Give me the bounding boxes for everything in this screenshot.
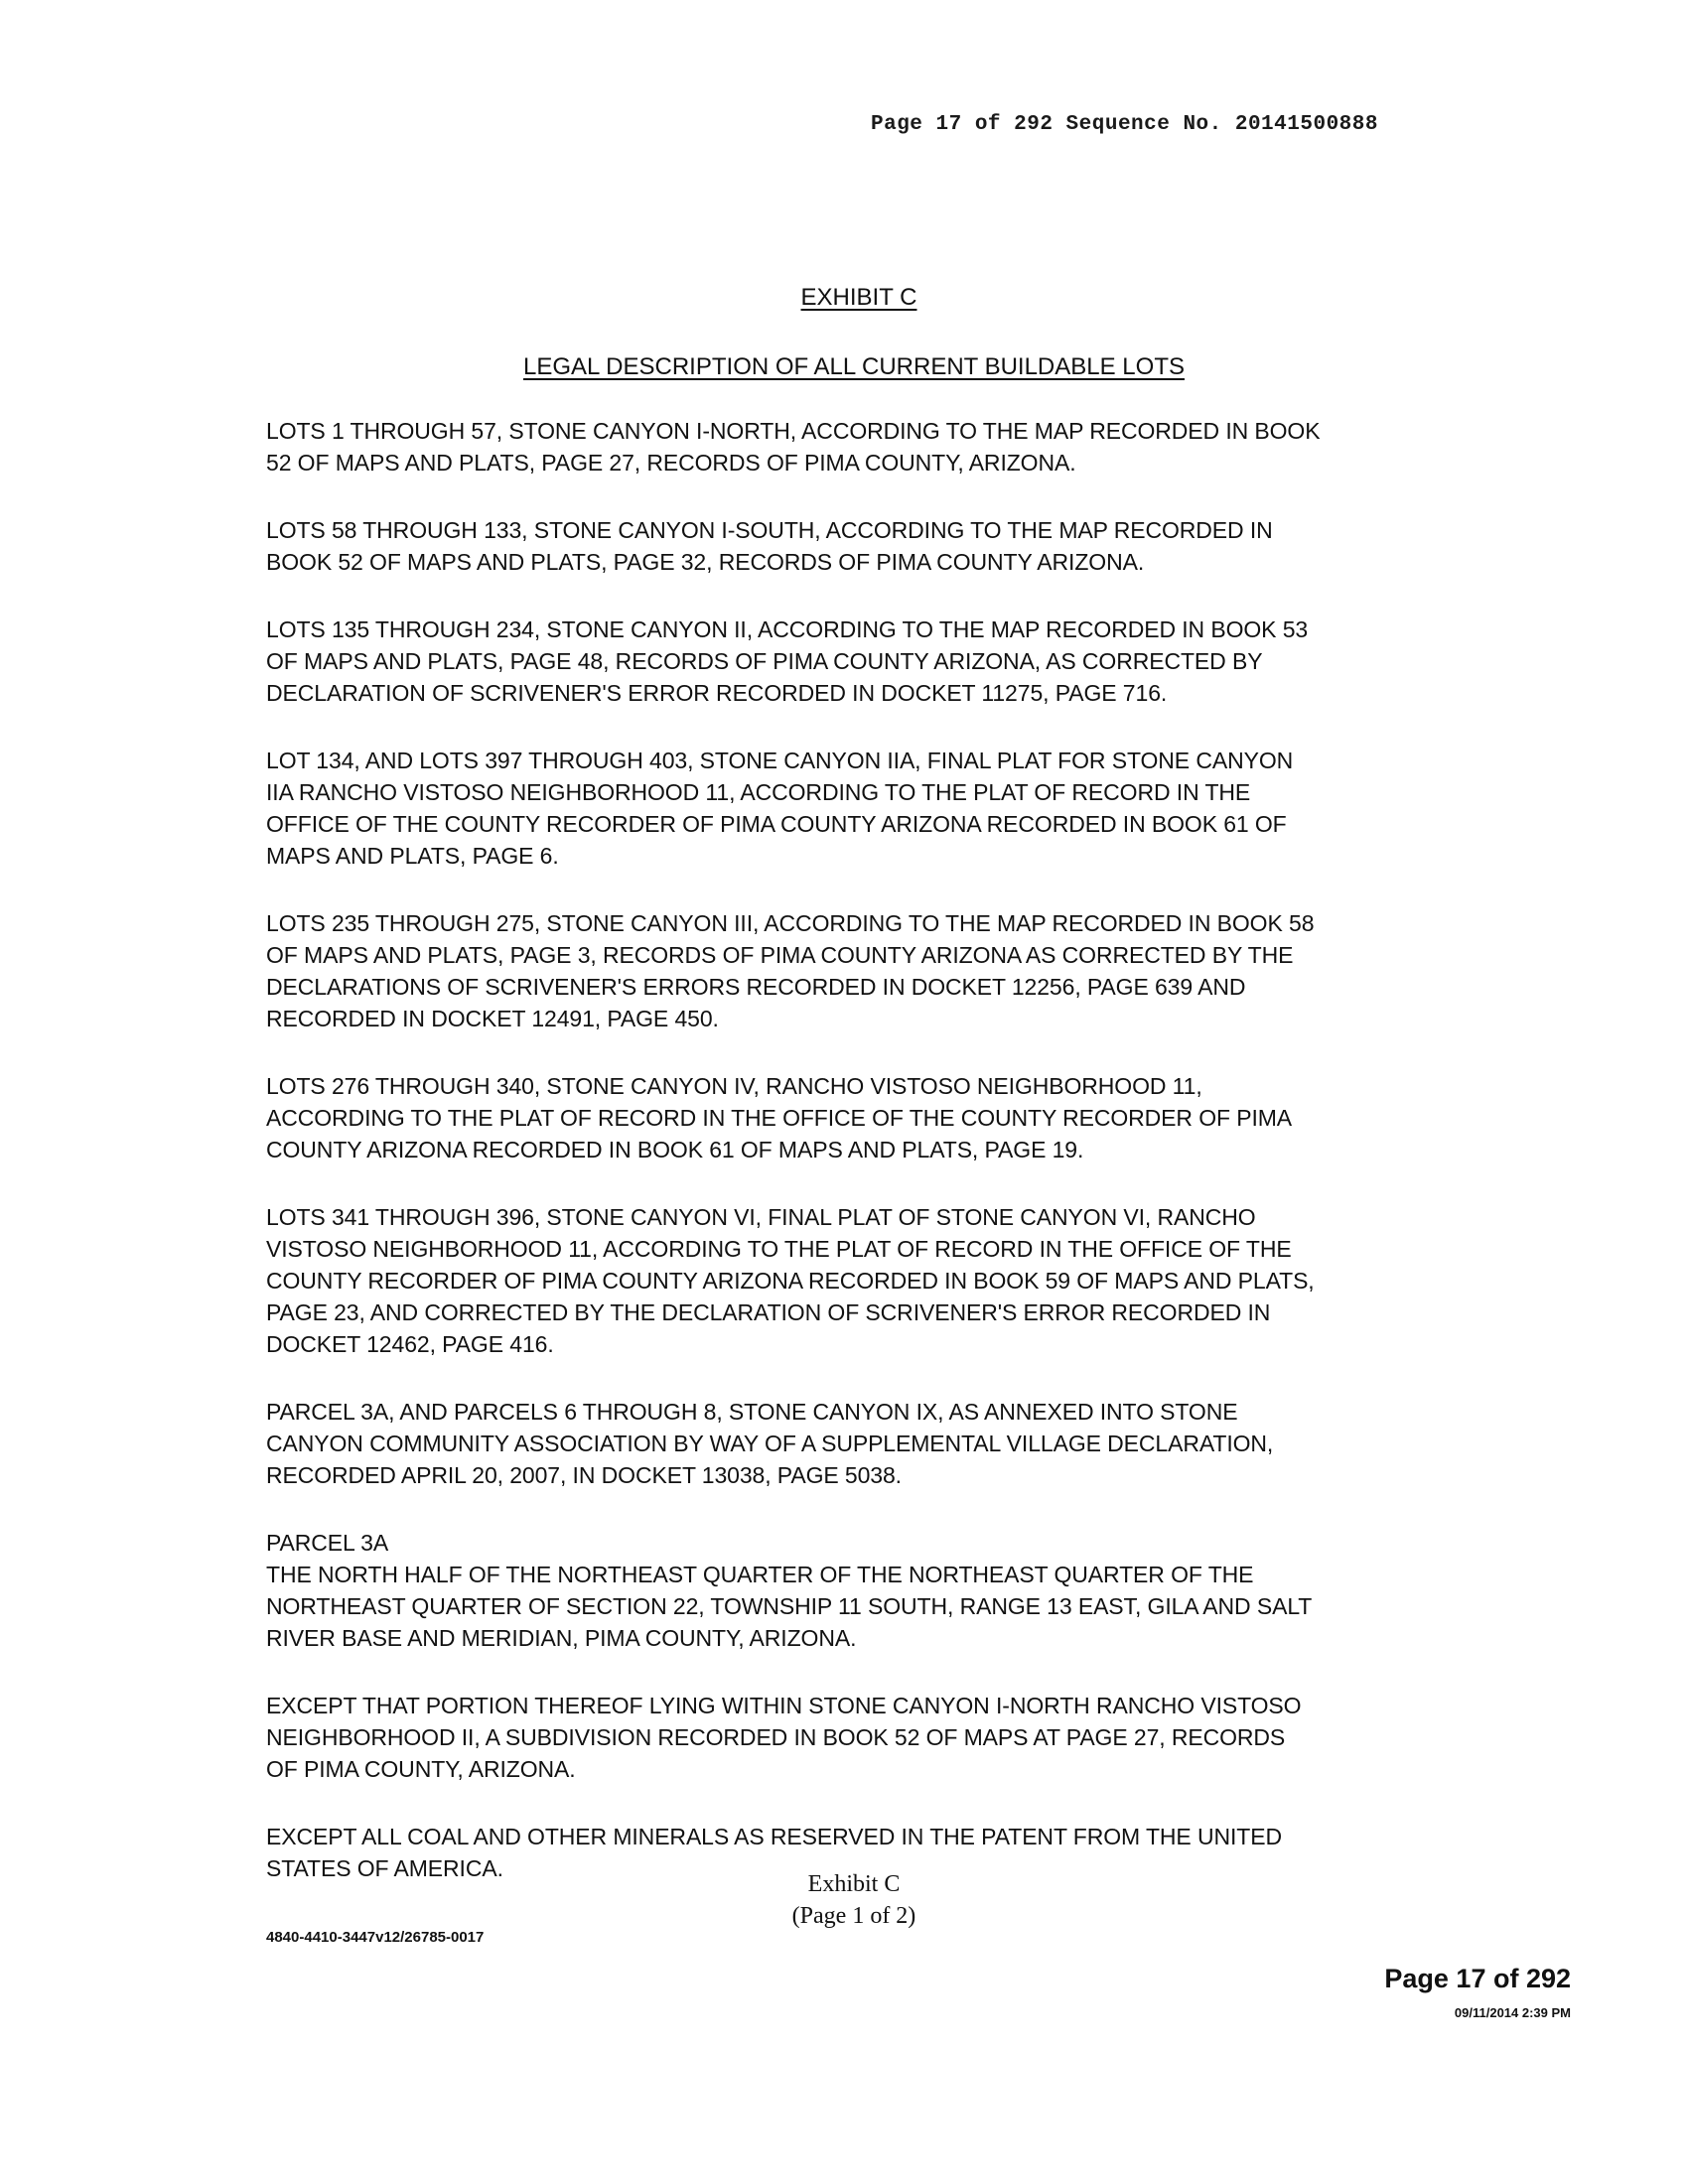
paragraph-line: EXCEPT THAT PORTION THEREOF LYING WITHIN STONE CANYON I-NORTH RANCHO VISTOSO <box>266 1693 1302 1718</box>
paragraph-line: DECLARATION OF SCRIVENER'S ERROR RECORDED IN DOCKET 11275, PAGE 716. <box>266 680 1168 706</box>
paragraph-line: STATES OF AMERICA. <box>266 1855 503 1881</box>
paragraph-line: OF MAPS AND PLATS, PAGE 48, RECORDS OF PIMA COUNTY ARIZONA, AS CORRECTED BY <box>266 648 1263 674</box>
paragraph-line: LOTS 235 THROUGH 275, STONE CANYON III, ACCORDING TO THE MAP RECORDED IN BOOK 58 <box>266 910 1315 936</box>
paragraph-line: OF PIMA COUNTY, ARIZONA. <box>266 1756 576 1782</box>
paragraph-line: LOTS 58 THROUGH 133, STONE CANYON I-SOUTH, ACCORDING TO THE MAP RECORDED IN <box>266 517 1273 543</box>
legal-paragraph <box>266 907 1418 1034</box>
paragraph-line: THE NORTH HALF OF THE NORTHEAST QUARTER OF THE NORTHEAST QUARTER OF THE <box>266 1562 1254 1587</box>
legal-paragraph <box>266 1527 1418 1654</box>
legal-description-body <box>266 415 1418 1920</box>
paragraph-line: IIA RANCHO VISTOSO NEIGHBORHOOD 11, ACCORDING TO THE PLAT OF RECORD IN THE <box>266 779 1251 805</box>
legal-paragraph <box>266 745 1418 872</box>
legal-paragraph <box>266 614 1418 709</box>
paragraph-line: LOTS 1 THROUGH 57, STONE CANYON I-NORTH, ACCORDING TO THE MAP RECORDED IN BOOK <box>266 418 1321 444</box>
paragraph-line: VISTOSO NEIGHBORHOOD 11, ACCORDING TO THE PLAT OF RECORD IN THE OFFICE OF THE <box>266 1236 1292 1262</box>
footer-exhibit-block <box>0 1868 1688 1932</box>
paragraph-line: CANYON COMMUNITY ASSOCIATION BY WAY OF A SUPPLEMENTAL VILLAGE DECLARATION, <box>266 1431 1274 1456</box>
footer-exhibit-page: (Page 1 of 2) <box>791 1903 916 1929</box>
paragraph-line: ACCORDING TO THE PLAT OF RECORD IN THE OFFICE OF THE COUNTY RECORDER OF PIMA <box>266 1105 1293 1131</box>
paragraph-line: RECORDED APRIL 20, 2007, IN DOCKET 13038, PAGE 5038. <box>266 1462 902 1488</box>
paragraph-line: DECLARATIONS OF SCRIVENER'S ERRORS RECORDED IN DOCKET 12256, PAGE 639 AND <box>266 974 1246 1000</box>
paragraph-line: RECORDED IN DOCKET 12491, PAGE 450. <box>266 1006 719 1031</box>
sequence-header: Page 17 of 292 Sequence No. 20141500888 <box>871 113 1378 136</box>
paragraph-line: COUNTY ARIZONA RECORDED IN BOOK 61 OF MAPS AND PLATS, PAGE 19. <box>266 1137 1084 1162</box>
paragraph-line: PARCEL 3A, AND PARCELS 6 THROUGH 8, STONE CANYON IX, AS ANNEXED INTO STONE <box>266 1399 1238 1425</box>
paragraph-line: MAPS AND PLATS, PAGE 6. <box>266 843 559 869</box>
exhibit-subtitle: LEGAL DESCRIPTION OF ALL CURRENT BUILDABLE LOTS <box>523 353 1185 380</box>
legal-paragraph <box>266 1070 1418 1165</box>
legal-paragraph <box>266 514 1418 578</box>
paragraph-line: PARCEL 3A <box>266 1530 389 1556</box>
footer-page-number: Page 17 of 292 <box>1384 1964 1571 1993</box>
paragraph-line: NORTHEAST QUARTER OF SECTION 22, TOWNSHIP 11 SOUTH, RANGE 13 EAST, GILA AND SALT <box>266 1593 1313 1619</box>
legal-paragraph <box>266 1690 1418 1785</box>
paragraph-line: LOTS 341 THROUGH 396, STONE CANYON VI, FINAL PLAT OF STONE CANYON VI, RANCHO <box>266 1204 1256 1230</box>
paragraph-line: RIVER BASE AND MERIDIAN, PIMA COUNTY, ARIZONA. <box>266 1625 857 1651</box>
legal-paragraph <box>266 415 1418 478</box>
footer-document-number: 4840-4410-3447v12/26785-0017 <box>266 1929 485 1946</box>
paragraph-line: LOT 134, AND LOTS 397 THROUGH 403, STONE CANYON IIA, FINAL PLAT FOR STONE CANYON <box>266 748 1294 773</box>
paragraph-line: BOOK 52 OF MAPS AND PLATS, PAGE 32, RECORDS OF PIMA COUNTY ARIZONA. <box>266 549 1145 575</box>
paragraph-line: 52 OF MAPS AND PLATS, PAGE 27, RECORDS OF PIMA COUNTY, ARIZONA. <box>266 450 1076 476</box>
paragraph-line: NEIGHBORHOOD II, A SUBDIVISION RECORDED IN BOOK 52 OF MAPS AT PAGE 27, RECORDS <box>266 1724 1286 1750</box>
paragraph-line: PAGE 23, AND CORRECTED BY THE DECLARATION OF SCRIVENER'S ERROR RECORDED IN <box>266 1299 1271 1325</box>
paragraph-line: OFFICE OF THE COUNTY RECORDER OF PIMA COUNTY ARIZONA RECORDED IN BOOK 61 OF <box>266 811 1287 837</box>
legal-paragraph <box>266 1201 1418 1360</box>
paragraph-line: OF MAPS AND PLATS, PAGE 3, RECORDS OF PIMA COUNTY ARIZONA AS CORRECTED BY THE <box>266 942 1294 968</box>
paragraph-line: LOTS 135 THROUGH 234, STONE CANYON II, ACCORDING TO THE MAP RECORDED IN BOOK 53 <box>266 616 1309 642</box>
paragraph-line: EXCEPT ALL COAL AND OTHER MINERALS AS RESERVED IN THE PATENT FROM THE UNITED <box>266 1824 1282 1849</box>
footer-exhibit-label: Exhibit C <box>807 1871 901 1897</box>
exhibit-title: EXHIBIT C <box>800 284 917 311</box>
footer-timestamp: 09/11/2014 2:39 PM <box>1454 2005 1571 2020</box>
paragraph-line: LOTS 276 THROUGH 340, STONE CANYON IV, RANCHO VISTOSO NEIGHBORHOOD 11, <box>266 1073 1202 1099</box>
paragraph-line: DOCKET 12462, PAGE 416. <box>266 1331 554 1357</box>
paragraph-line: COUNTY RECORDER OF PIMA COUNTY ARIZONA RECORDED IN BOOK 59 OF MAPS AND PLATS, <box>266 1268 1315 1294</box>
legal-paragraph <box>266 1396 1418 1491</box>
